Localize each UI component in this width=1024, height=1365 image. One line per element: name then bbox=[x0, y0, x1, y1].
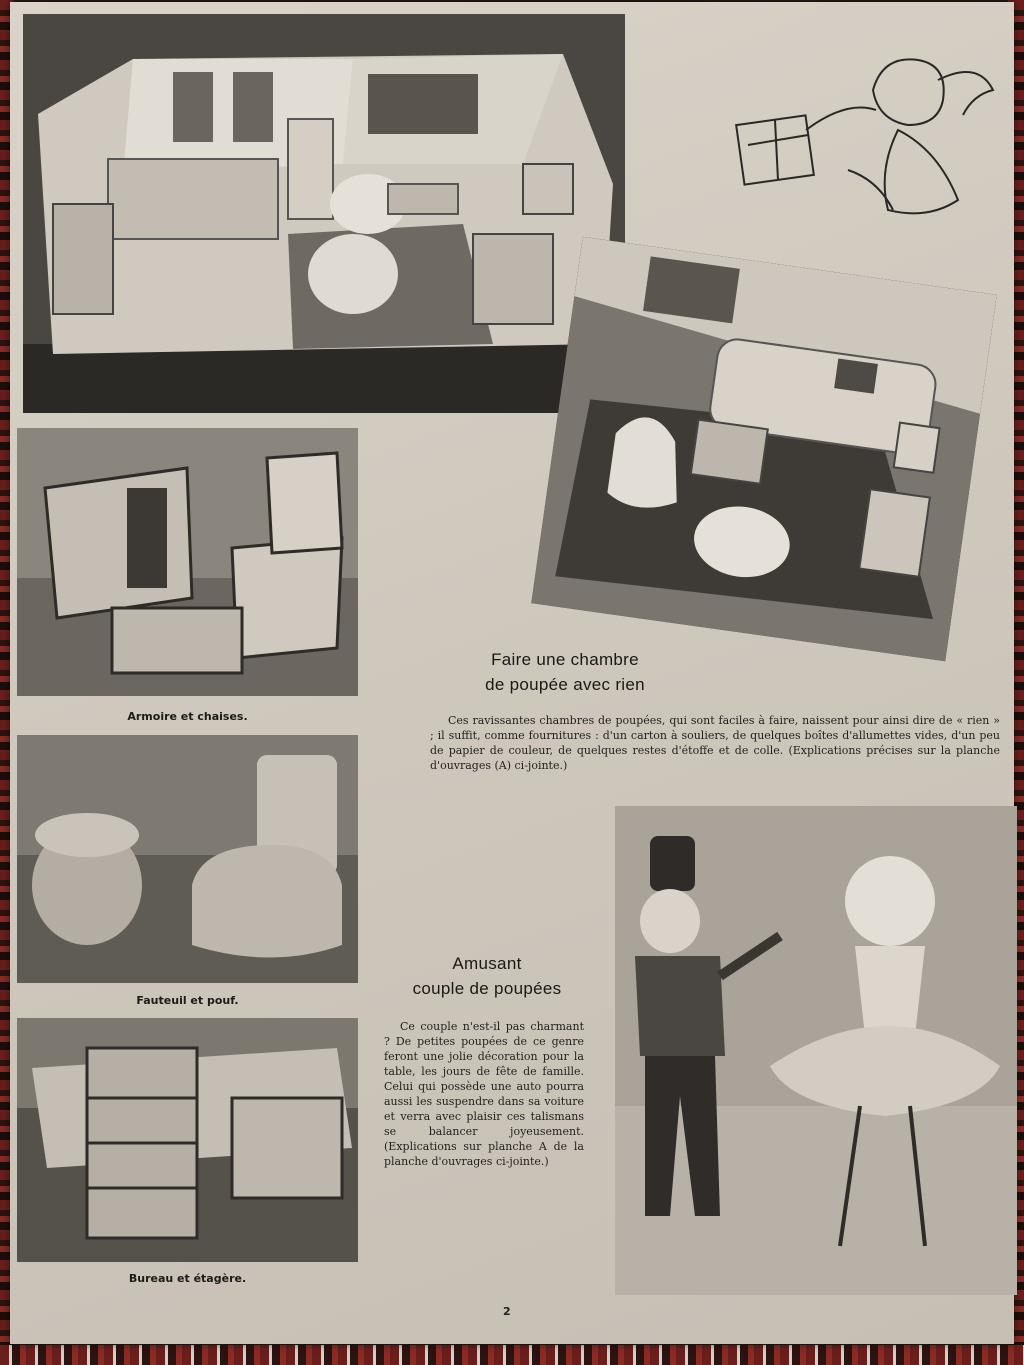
doll-living-room-photo bbox=[531, 237, 996, 662]
section1-paragraph: Ces ravissantes chambres de poupées, qui sont faciles à faire, naissent pour ainsi dire de « rien » ; il suffit, comme fournitures : d'un carton à souliers, de quelques boîtes d'allumettes vides, d'un peu de papier de couleur, de quelques restes d'étoffe et de colle. (Explications précises sur la planche d'ouvrages (A) ci-jointe.) bbox=[430, 714, 1000, 772]
magazine-page bbox=[10, 2, 1014, 1344]
section2-paragraph: Ce couple n'est-il pas charmant ? De petites poupées de ce genre feront une jolie décoration pour la table, les jours de fête de famille. Celui qui possède une auto pourra aussi les suspendre dans sa voiture et verra avec plaisir ces talismans se balancer joyeusement. (Explications sur planche A de la planche d'ouvrages ci-jointe.) bbox=[384, 1020, 584, 1168]
section1-heading-line1: Faire une chambre bbox=[491, 650, 639, 669]
armoire-chairs-photo bbox=[17, 428, 358, 696]
page-number: 2 bbox=[503, 1305, 511, 1318]
desk-shelf-photo bbox=[17, 1018, 358, 1262]
section2-heading-line2: couple de poupées bbox=[412, 978, 562, 998]
cherub-with-gift-illustration bbox=[728, 50, 998, 230]
tablecloth-bottom-edge bbox=[0, 1345, 1024, 1365]
section1-heading-line2: de poupée avec rien bbox=[485, 674, 645, 694]
caption-armoire: Armoire et chaises. bbox=[127, 710, 248, 723]
doll-couple-photo bbox=[615, 806, 1017, 1295]
armchair-pouf-photo bbox=[17, 735, 358, 983]
caption-bureau: Bureau et étagère. bbox=[128, 1272, 247, 1285]
section1-heading bbox=[430, 648, 700, 697]
caption-fauteuil: Fauteuil et pouf. bbox=[136, 994, 239, 1007]
section2-heading-line1: Amusant bbox=[452, 954, 522, 973]
section2-heading bbox=[382, 952, 592, 1001]
doll-room-photo bbox=[23, 14, 625, 413]
